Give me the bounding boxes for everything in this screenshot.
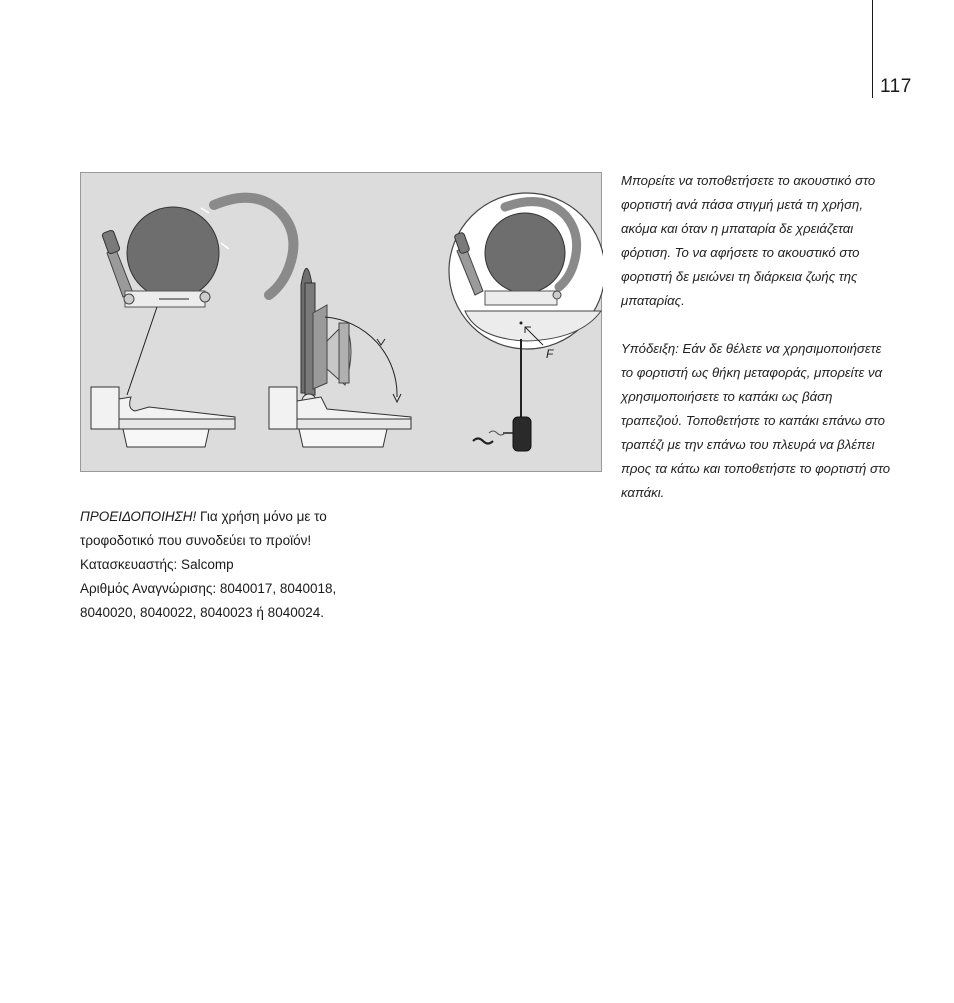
page-number: 117	[880, 76, 912, 97]
charger-lid-2	[299, 429, 387, 447]
illustration-svg	[81, 173, 603, 473]
right-column-text	[621, 169, 891, 529]
guide-line-1	[127, 307, 157, 395]
scene-headset-in-charger	[269, 268, 411, 447]
microphone-1	[102, 230, 121, 255]
scene-power-adapter	[449, 193, 603, 451]
scene-headset-above-charger	[91, 198, 293, 447]
manufacturer-line: Κατασκευαστής: Salcomp	[80, 557, 234, 572]
charger-side-1	[91, 387, 119, 429]
tip-paragraph: Υπόδειξη: Εάν δε θέλετε να χρησιμοποιήσετε το φορτιστή ως θήκη μεταφοράς, μπορείτε να χρησιμοποιήσετε το καπάκι ως βάση τραπεζιού. Τοποθετήστε το καπάκι επάνω στο τραπέζι με την επάνω του πλευρά να βλέπει προς τα κάτω και τοποθετήστε το φορτιστή στο καπάκι.	[621, 341, 891, 500]
warning-label: ΠΡΟΕΙΔΟΠΟΙΗΣΗ!	[80, 509, 197, 524]
headset-base-3	[485, 291, 557, 305]
ac-symbol	[473, 439, 493, 444]
left-column-text	[80, 505, 350, 625]
headset-charger-illustration	[80, 172, 602, 472]
callout-label-f: F	[546, 347, 554, 361]
earcup-3	[485, 213, 565, 293]
earcup-1	[127, 207, 219, 299]
charger-side-2	[269, 387, 297, 429]
warning-text: Για χρήση μόνο με το τροφοδοτικό που συνοδεύει το προϊόν!	[80, 509, 327, 548]
power-adapter	[513, 417, 531, 451]
page-rule	[872, 0, 873, 98]
id-numbers-line: Αριθμός Αναγνώρισης: 8040017, 8040018, 8040020, 8040022, 8040023 ή 8040024.	[80, 581, 337, 620]
charger-lid-1	[123, 429, 209, 447]
charging-note-paragraph: Μπορείτε να τοποθετήσετε το ακουστικό στο φορτιστή ανά πάσα στιγμή μετά τη χρήση, ακόμα και όταν η μπαταρία δε χρειάζεται φόρτιση. Το να αφήσετε το ακουστικό στο φορτιστή δε μειώνει τη διάρκεια ζωής της μπαταρίας.	[621, 173, 876, 308]
warning-paragraph	[80, 505, 350, 553]
